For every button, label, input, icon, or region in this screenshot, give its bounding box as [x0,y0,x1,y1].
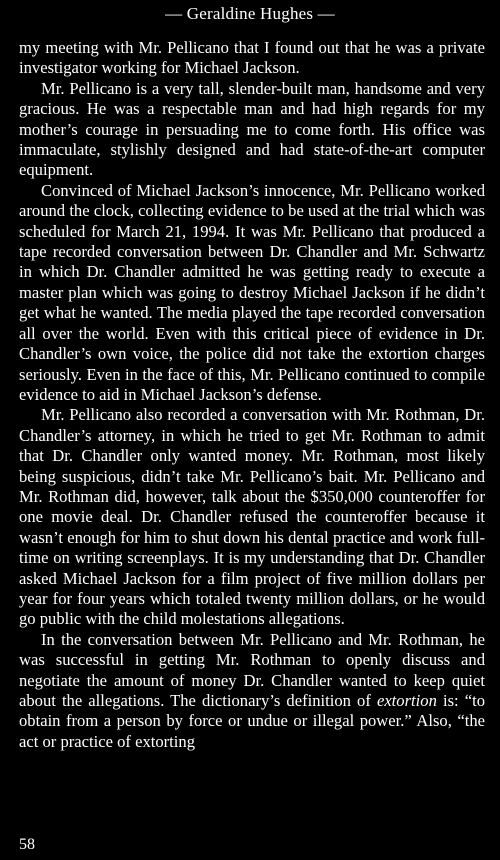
page-number: 58 [19,836,35,853]
paragraph-extortion-definition [19,630,485,752]
body-text [19,38,485,752]
italic-term: extortion [376,691,437,710]
paragraph-tape-recording: Convinced of Michael Jackson’s innocence, Mr. Pellicano worked around the clock, collecting evidence to be used at the trial which was scheduled for March 21, 1994. It was Mr. Pellicano that produced a tape recorded conversation between Dr. Chandler and Mr. Schwartz in which Dr. Chandler admitted he was getting ready to execute a master plan which was going to destroy Michael Jackson if he didn’t get what he wanted. The media played the tape recorded conversation all over the world. Even with this critical piece of evidence in Dr. Chandler’s own voice, the police did not take the extortion charges seriously. Even in the face of this, Mr. Pellicano continued to compile evidence to aid in Michael Jackson’s defense. [19,180,485,404]
paragraph-continuation: my meeting with Mr. Pellicano that I found out that he was a private investigator working for Michael Jackson. [19,38,485,78]
paragraph-text-after: is: “to obtain from a person by force or undue or illegal power.” Also, “the act or practice of extorting [19,691,485,751]
running-head: — Geraldine Hughes — [165,4,335,23]
paragraph-rothman-conversation: Mr. Pellicano also recorded a conversation with Mr. Rothman, Dr. Chandler’s attorney, in which he tried to get Mr. Rothman to admit that Dr. Chandler only wanted money. Mr. Rothman, most likely being suspicious, didn’t take Mr. Pellicano’s bait. Mr. Pellicano and Mr. Rothman did, however, talk about the $350,000 counteroffer for one movie deal. Dr. Chandler refused the counteroffer because it wasn’t enough for him to shut down his dental practice and work full-time on writing screenplays. It is my understanding that Dr. Chandler asked Michael Jackson for a film project of five million dollars per year for four years which totaled twenty million dollars, or he would go public with the child molestations allegations. [19,405,485,629]
paragraph-text-before: In the conversation between Mr. Pellicano and Mr. Rothman, he was successful in getting Mr. Rothman to openly discuss and negotiate the amount of money Dr. Chandler wanted to keep quiet about the allegations. The dictionary’s definition of [19,629,485,710]
paragraph-pellicano-description: Mr. Pellicano is a very tall, slender-built man, handsome and very gracious. He was a respectable man and had high regards for my mother’s courage in persuading me to come forth. His office was immaculate, stylishly designed and had state-of-the-art computer equipment. [19,78,485,180]
